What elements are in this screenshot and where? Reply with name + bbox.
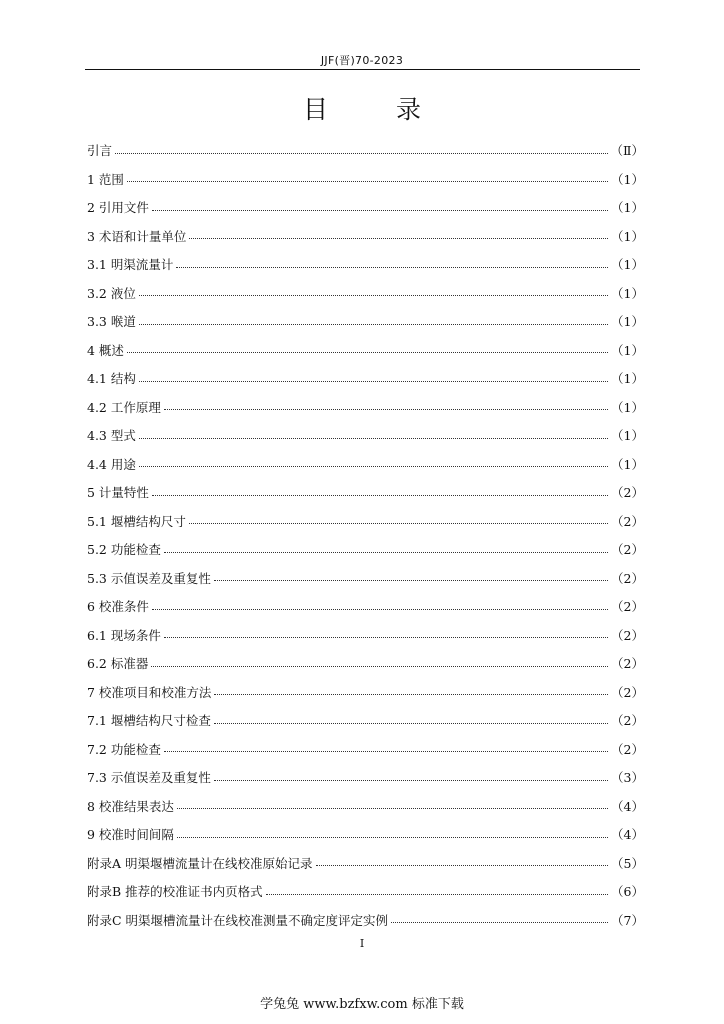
toc-entry[interactable] — [87, 849, 644, 878]
toc-dot-leader — [189, 238, 608, 239]
toc-entry[interactable] — [87, 564, 644, 593]
table-of-contents — [87, 136, 644, 934]
toc-entry-page: （4） — [611, 798, 644, 814]
toc-entry[interactable] — [87, 193, 644, 222]
toc-dot-leader — [151, 666, 608, 667]
toc-entry-label: 5.1 堰槽结构尺寸 — [87, 513, 186, 529]
toc-entry[interactable] — [87, 222, 644, 251]
toc-entry[interactable] — [87, 763, 644, 792]
toc-entry-page: （7） — [611, 912, 644, 928]
toc-entry[interactable] — [87, 393, 644, 422]
toc-dot-leader — [164, 409, 608, 410]
toc-entry-page: （1） — [611, 285, 644, 301]
header-divider — [85, 69, 640, 70]
toc-entry-page: （1） — [611, 314, 644, 330]
toc-entry-page: （2） — [611, 513, 644, 529]
toc-entry-page: （1） — [611, 257, 644, 273]
toc-dot-leader — [177, 837, 608, 838]
toc-entry-label: 3.3 喉道 — [87, 314, 136, 330]
toc-entry[interactable] — [87, 592, 644, 621]
toc-dot-leader — [177, 808, 608, 809]
toc-entry-label: 5.2 功能检查 — [87, 542, 161, 558]
toc-dot-leader — [139, 466, 608, 467]
toc-entry-label: 9 校准时间间隔 — [87, 827, 174, 843]
toc-entry-page: （2） — [611, 542, 644, 558]
toc-dot-leader — [152, 609, 608, 610]
toc-dot-leader — [164, 751, 608, 752]
toc-entry-label: 6.1 现场条件 — [87, 627, 161, 643]
toc-entry-label: 5 计量特性 — [87, 485, 149, 501]
toc-entry-label: 4 概述 — [87, 342, 124, 358]
toc-entry-page: （1） — [611, 428, 644, 444]
toc-dot-leader — [164, 637, 608, 638]
toc-entry-page: （1） — [611, 200, 644, 216]
toc-entry-label: 4.2 工作原理 — [87, 399, 161, 415]
toc-entry-page: （Ⅱ） — [610, 143, 644, 159]
toc-dot-leader — [214, 580, 608, 581]
toc-entry[interactable] — [87, 421, 644, 450]
toc-entry-page: （1） — [611, 228, 644, 244]
toc-dot-leader — [214, 780, 608, 781]
toc-dot-leader — [139, 295, 608, 296]
toc-entry[interactable] — [87, 307, 644, 336]
toc-entry-page: （1） — [611, 171, 644, 187]
toc-dot-leader — [139, 324, 608, 325]
toc-entry-label: 附录A 明渠堰槽流量计在线校准原始记录 — [87, 855, 313, 871]
toc-entry[interactable] — [87, 250, 644, 279]
toc-entry-label: 4.1 结构 — [87, 371, 136, 387]
toc-entry[interactable] — [87, 165, 644, 194]
toc-entry[interactable] — [87, 136, 644, 165]
toc-entry-label: 3 术语和计量单位 — [87, 228, 187, 244]
toc-entry-page: （2） — [611, 741, 644, 757]
toc-entry[interactable] — [87, 820, 644, 849]
toc-dot-leader — [139, 381, 608, 382]
toc-entry-page: （2） — [611, 599, 644, 615]
toc-entry-label: 7 校准项目和校准方法 — [87, 684, 212, 700]
toc-dot-leader — [152, 210, 608, 211]
toc-entry-page: （1） — [611, 371, 644, 387]
toc-entry-label: 4.4 用途 — [87, 456, 136, 472]
toc-entry-label: 6 校准条件 — [87, 599, 149, 615]
toc-entry[interactable] — [87, 706, 644, 735]
toc-entry[interactable] — [87, 364, 644, 393]
toc-entry[interactable] — [87, 792, 644, 821]
toc-entry-label: 3.2 液位 — [87, 285, 136, 301]
footer-watermark: 学兔兔 www.bzfxw.com 标准下载 — [260, 997, 464, 1012]
toc-entry[interactable] — [87, 279, 644, 308]
toc-entry-page: （2） — [611, 570, 644, 586]
toc-dot-leader — [189, 523, 608, 524]
toc-entry-label: 引言 — [87, 143, 113, 159]
toc-entry[interactable] — [87, 877, 644, 906]
toc-entry-page: （1） — [611, 342, 644, 358]
toc-dot-leader — [115, 153, 607, 154]
toc-entry[interactable] — [87, 478, 644, 507]
page-title: 目 录 — [303, 95, 451, 124]
toc-entry-label: 7.1 堰槽结构尺寸检查 — [87, 713, 211, 729]
toc-entry-page: （6） — [611, 884, 644, 900]
toc-entry-page: （2） — [611, 627, 644, 643]
page-number: I — [359, 937, 365, 950]
toc-entry-label: 2 引用文件 — [87, 200, 149, 216]
toc-dot-leader — [164, 552, 608, 553]
toc-entry[interactable] — [87, 535, 644, 564]
toc-entry-page: （2） — [611, 485, 644, 501]
toc-entry-page: （4） — [611, 827, 644, 843]
toc-entry-label: 3.1 明渠流量计 — [87, 257, 174, 273]
toc-entry-label: 附录C 明渠堰槽流量计在线校准测量不确定度评定实例 — [87, 912, 389, 928]
toc-dot-leader — [127, 352, 608, 353]
toc-entry[interactable] — [87, 649, 644, 678]
toc-entry-label: 6.2 标准器 — [87, 656, 149, 672]
standard-code: JJF(晋)70-2023 — [320, 54, 404, 67]
toc-dot-leader — [127, 181, 608, 182]
toc-entry[interactable] — [87, 450, 644, 479]
toc-entry-page: （3） — [611, 770, 644, 786]
toc-entry-label: 附录B 推荐的校准证书内页格式 — [87, 884, 263, 900]
toc-dot-leader — [316, 865, 609, 866]
toc-entry-page: （1） — [611, 456, 644, 472]
toc-dot-leader — [266, 894, 608, 895]
toc-dot-leader — [176, 267, 608, 268]
toc-entry-page: （2） — [611, 656, 644, 672]
toc-dot-leader — [214, 694, 608, 695]
toc-entry-label: 4.3 型式 — [87, 428, 136, 444]
toc-entry-page: （1） — [611, 399, 644, 415]
toc-dot-leader — [391, 922, 608, 923]
toc-entry[interactable] — [87, 735, 644, 764]
toc-entry[interactable] — [87, 906, 644, 935]
toc-entry-label: 1 范围 — [87, 171, 124, 187]
toc-entry[interactable] — [87, 678, 644, 707]
toc-entry[interactable] — [87, 336, 644, 365]
toc-entry-label: 7.3 示值误差及重复性 — [87, 770, 211, 786]
toc-entry[interactable] — [87, 621, 644, 650]
toc-entry-label: 7.2 功能检查 — [87, 741, 161, 757]
toc-entry-page: （2） — [611, 713, 644, 729]
toc-entry-label: 8 校准结果表达 — [87, 798, 174, 814]
toc-entry-label: 5.3 示值误差及重复性 — [87, 570, 211, 586]
toc-dot-leader — [139, 438, 608, 439]
toc-entry[interactable] — [87, 507, 644, 536]
toc-dot-leader — [152, 495, 608, 496]
toc-entry-page: （5） — [611, 855, 644, 871]
toc-entry-page: （2） — [611, 684, 644, 700]
toc-dot-leader — [214, 723, 608, 724]
